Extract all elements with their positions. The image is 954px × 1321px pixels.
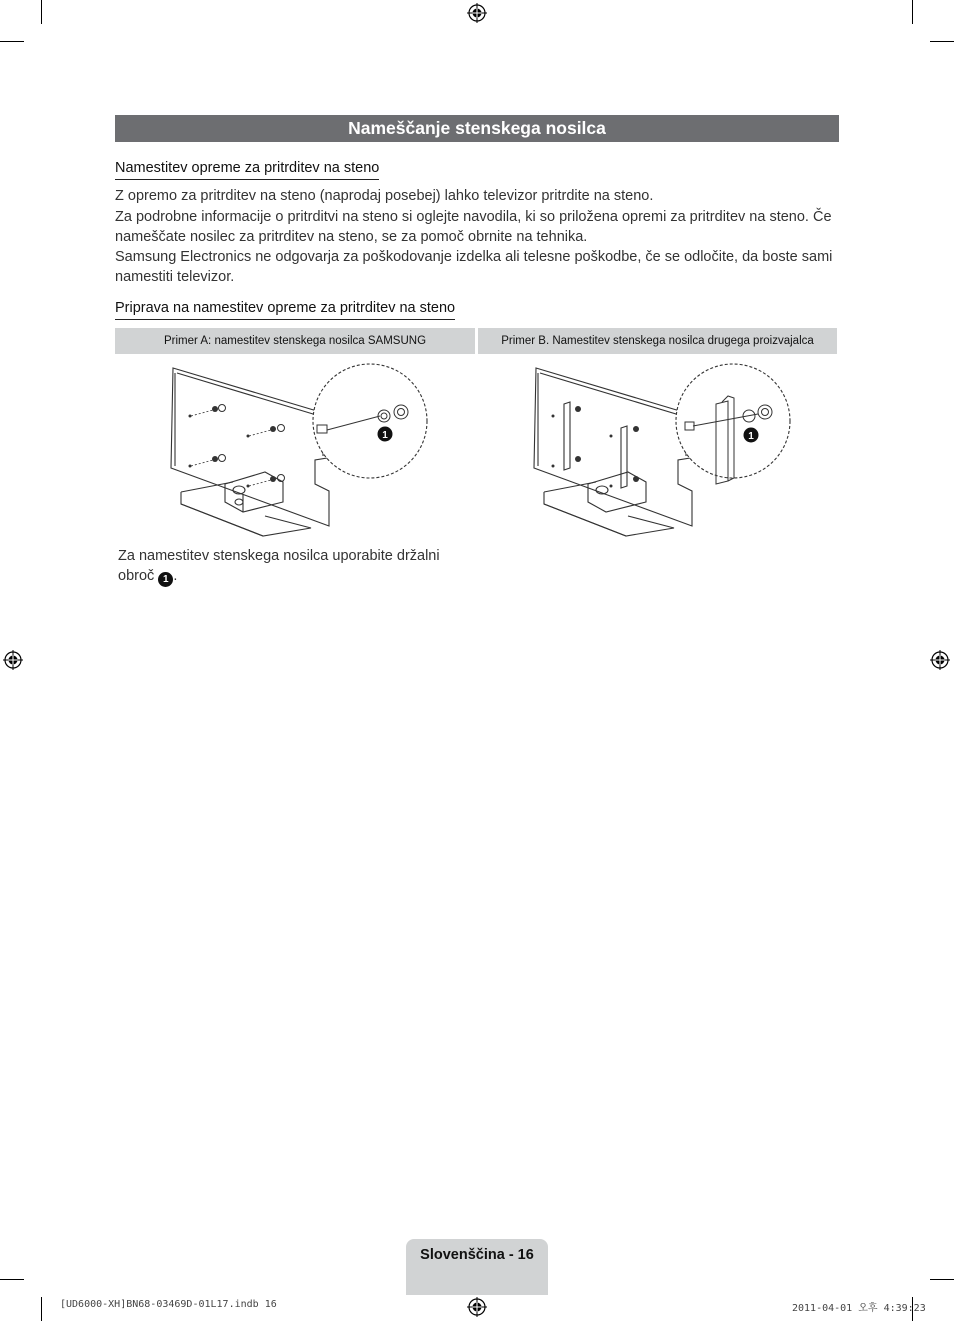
crop-mark-icon bbox=[41, 1297, 42, 1321]
numbered-callout-icon: 1 bbox=[158, 572, 173, 587]
page-number-tab: Slovenščina - 16 bbox=[406, 1239, 548, 1295]
crop-mark-icon bbox=[930, 1279, 954, 1280]
caption-period: . bbox=[173, 568, 178, 584]
paragraph-intro: Z opremo za pritrditev na steno (naprodaj posebej) lahko televizor pritrdite na steno. bbox=[115, 188, 654, 204]
crop-mark-icon bbox=[0, 1279, 24, 1280]
file-slug: [UD6000-XH]BN68-03469D-01L17.indb 16 bbox=[60, 1299, 277, 1310]
registration-mark-icon bbox=[3, 650, 23, 670]
paragraph-instructions: Za podrobne informacije o pritrditvi na steno si oglejte navodila, ki so priložena opremi za pritrditev na steno. Če nameščate nosilec za pritrditev na steno, se za pomoč obrnite na tehnika. bbox=[115, 209, 832, 245]
registration-mark-icon bbox=[467, 1297, 487, 1317]
svg-text:1: 1 bbox=[382, 430, 388, 441]
caption-text: Za namestitev stenskega nosilca uporabite držalni obroč bbox=[118, 548, 440, 584]
svg-text:1: 1 bbox=[748, 431, 754, 442]
subsection-heading-preparation: Priprava na namestitev opreme za pritrditev na steno bbox=[115, 299, 455, 320]
tv-wall-mount-illustration-a bbox=[115, 356, 475, 541]
subsection-heading-wall-mount-kit: Namestitev opreme za pritrditev na steno bbox=[115, 159, 379, 180]
registration-mark-icon bbox=[930, 650, 950, 670]
crop-mark-icon bbox=[912, 0, 913, 24]
crop-mark-icon bbox=[0, 41, 24, 42]
tv-wall-mount-illustration-b bbox=[478, 356, 837, 541]
caption-holder-ring bbox=[118, 546, 448, 587]
section-title: Nameščanje stenskega nosilca bbox=[115, 115, 839, 142]
crop-mark-icon bbox=[41, 0, 42, 24]
timestamp-slug: 2011-04-01 오후 4:39:23 bbox=[792, 1303, 926, 1314]
example-a-header: Primer A: namestitev stenskega nosilca SAMSUNG bbox=[115, 328, 475, 354]
example-b-header: Primer B. Namestitev stenskega nosilca drugega proizvajalca bbox=[478, 328, 837, 354]
crop-mark-icon bbox=[930, 41, 954, 42]
paragraph-disclaimer: Samsung Electronics ne odgovarja za poškodovanje izdelka ali telesne poškodbe, če se odločite, da boste sami namestiti televizor. bbox=[115, 249, 833, 285]
registration-mark-icon bbox=[467, 3, 487, 23]
